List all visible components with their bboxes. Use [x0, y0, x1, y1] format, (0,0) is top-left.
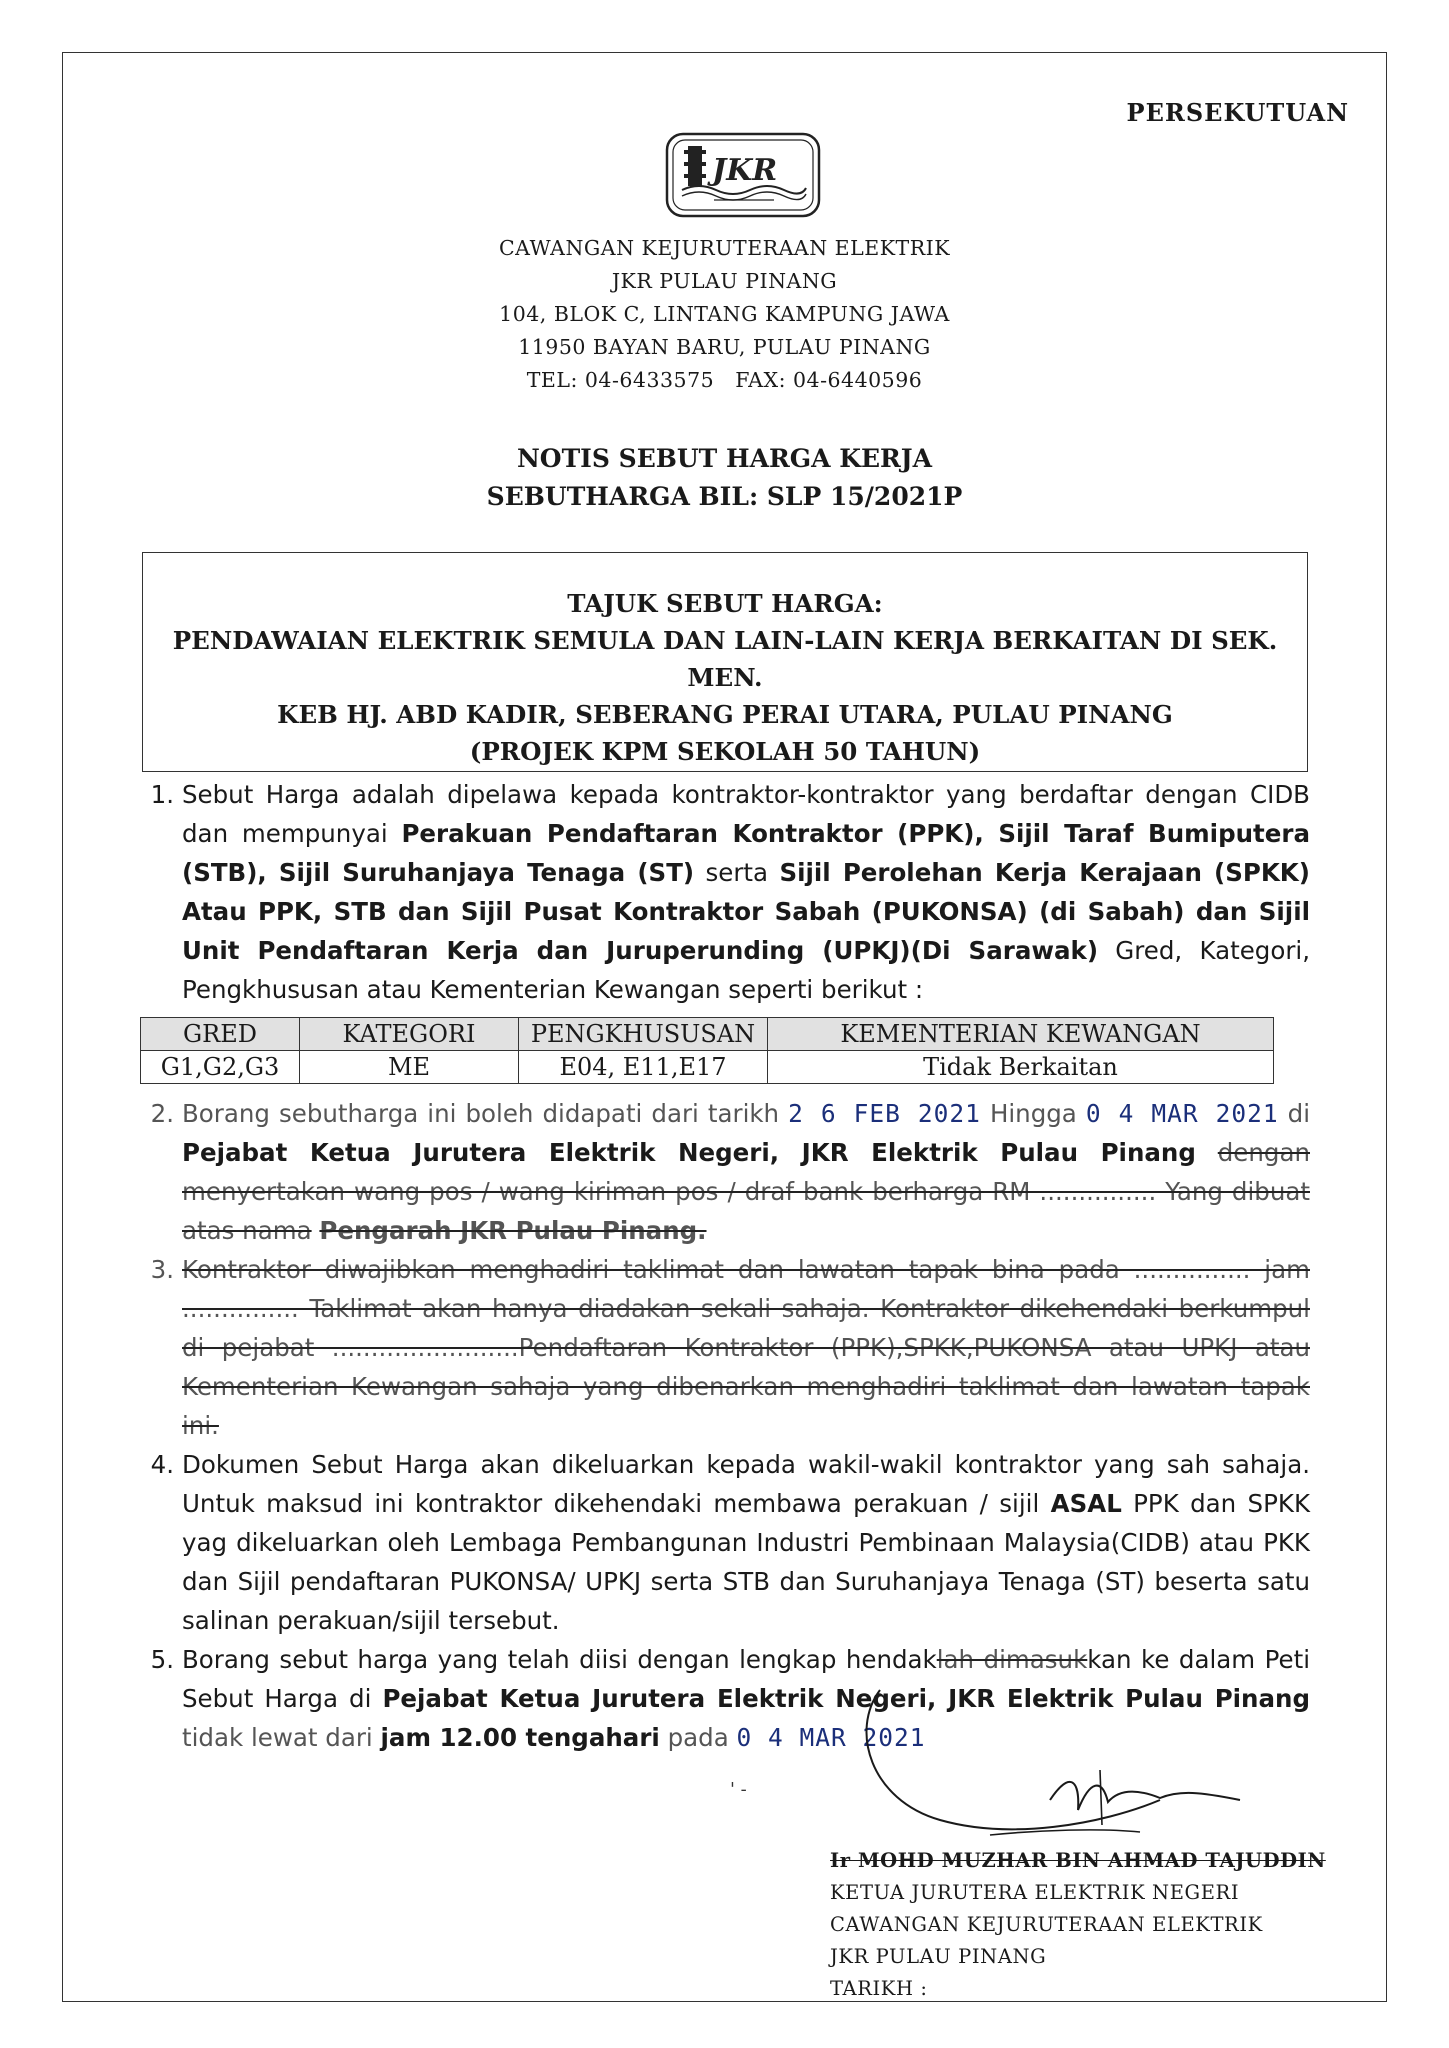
date-stamp: 2 6 FEB 2021 — [788, 1099, 981, 1128]
table-cell: G1,G2,G3 — [141, 1051, 300, 1084]
jkr-logo — [664, 130, 822, 220]
subject-line: KEB HJ. ABD KADIR, SEBERANG PERAI UTARA, PULAU PINANG — [277, 700, 1173, 729]
item-2 — [140, 1094, 1310, 1250]
item-3 — [140, 1250, 1310, 1445]
letterhead-line: TEL: 04-6433575 FAX: 04-6440596 — [526, 368, 923, 392]
signatory-name: Ir MOHD MUZHAR BIN AHMAD TAJUDDIN — [830, 1849, 1326, 1872]
subject-line: PENDAWAIAN ELEKTRIK SEMULA DAN LAIN-LAIN KERJA BERKAITAN DI SEK. MEN. — [172, 626, 1278, 692]
signatory-department: CAWANGAN KEJURUTERAAN ELEKTRIK — [830, 1913, 1263, 1936]
item-bold-text: Pejabat Ketua Jurutera Elektrik Negeri, JKR Elektrik Pulau Pinang — [382, 1684, 1310, 1713]
table-cell: ME — [300, 1051, 519, 1084]
signatory-title: KETUA JURUTERA ELEKTRIK NEGERI — [830, 1881, 1240, 1904]
letterhead — [0, 232, 1449, 397]
letterhead-line: 11950 BAYAN BARU, PULAU PINANG — [518, 335, 931, 359]
item-text: tidak lewat dari — [182, 1723, 381, 1752]
column-header: KEMENTERIAN KEWANGAN — [768, 1018, 1274, 1051]
column-header: KATEGORI — [300, 1018, 519, 1051]
date-stamp: 0 4 MAR 2021 — [736, 1723, 926, 1752]
letterhead-line: JKR PULAU PINANG — [611, 269, 838, 293]
date-label: TARIKH : — [830, 1977, 928, 2000]
item-bold-text: Pejabat Ketua Jurutera Elektrik Negeri, JKR Elektrik Pulau Pinang — [182, 1138, 1196, 1167]
item-1 — [140, 775, 1310, 1009]
table-cell: E04, E11,E17 — [519, 1051, 768, 1084]
item-text: pada — [659, 1723, 729, 1752]
struck-text: Pengarah JKR Pulau Pinang. — [319, 1216, 707, 1245]
logo-text: JKR — [712, 153, 778, 188]
notice-reference: SEBUTHARGA BIL: SLP 15/2021P — [486, 482, 963, 511]
signature-block — [830, 1845, 1326, 2005]
requirements-table — [140, 1017, 1274, 1084]
notice-heading — [0, 440, 1449, 516]
item-text: di — [1287, 1099, 1311, 1128]
notice-title: NOTIS SEBUT HARGA KERJA — [516, 444, 933, 473]
item-text: Borang sebut harga yang telah diisi dengan lengkap hendak — [182, 1645, 937, 1674]
item-text: serta — [694, 858, 780, 887]
struck-text: Kontraktor diwajibkan menghadiri taklimat dan lawatan tapak bina pada ............... jam ............... Taklimat akan hanya diadakan sekali sahaja. Kontraktor dikehendaki berkumpul di pejabat ........................Pendaftaran Kontraktor (PPK),SPKK,PUKONSA atau UPKJ atau Kementerian Kewangan sahaja yang dibenarkan menghadiri taklimat dan lawatan tapak ini. — [182, 1255, 1310, 1440]
item-text: Sebut Harga adalah dipelawa kepada kontraktor-kontraktor yang berdaftar dengan CIDB dan mempunyai — [182, 780, 1310, 848]
handwritten-signature — [840, 1650, 1250, 1860]
item-text: kan ke dalam Peti Sebut Harga di — [182, 1645, 1311, 1713]
struck-text: dengan menyertakan wang pos / wang kiriman pos / draf bank berharga RM ............... Yang dibuat atas nama — [182, 1138, 1310, 1245]
item-bold-text: Perakuan Pendaftaran Kontraktor (PPK), Sijil Taraf Bumiputera (STB), Sijil Suruhanjaya Tenaga (ST) — [182, 819, 1311, 887]
subject-box — [142, 552, 1308, 772]
letterhead-line: CAWANGAN KEJURUTERAAN ELEKTRIK — [498, 236, 951, 260]
date-stamp: 0 4 MAR 2021 — [1085, 1099, 1279, 1128]
item-text: PPK dan SPKK yag dikeluarkan oleh Lembaga Pembangunan Industri Pembinaan Malaysia(CIDB) atau PKK dan Sijil pendaftaran PUKONSA/ UPKJ serta STB dan Suruhanjaya Tenaga (ST) beserta satu salinan perakuan/sijil tersebut. — [182, 1489, 1311, 1635]
struck-text: lah dimasuk — [936, 1645, 1088, 1674]
subject-line: (PROJEK KPM SEKOLAH 50 TAHUN) — [469, 737, 981, 766]
item-number: 3. — [150, 1255, 174, 1284]
item-text: Gred, Kategori, Pengkhususan atau Kementerian Kewangan seperti berikut : — [182, 936, 1310, 1004]
table-cell: Tidak Berkaitan — [768, 1051, 1274, 1084]
item-text: Borang sebutharga ini boleh didapati dari tarikh — [182, 1099, 780, 1128]
item-text: Dokumen Sebut Harga akan dikeluarkan kepada wakil-wakil kontraktor yang sah sahaja. Untuk maksud ini kontraktor dikehendaki membawa perakuan / sijil — [182, 1450, 1310, 1518]
notice-items — [140, 775, 1310, 1757]
item-number: 5. — [150, 1645, 174, 1674]
item-number: 2. — [150, 1099, 174, 1128]
column-header: PENGKHUSUSAN — [519, 1018, 768, 1051]
item-4 — [140, 1445, 1310, 1640]
table-row — [141, 1051, 1274, 1084]
column-header: GRED — [141, 1018, 300, 1051]
item-text: Hingga — [989, 1099, 1077, 1128]
signatory-office: JKR PULAU PINANG — [830, 1945, 1047, 1968]
item-number: 4. — [150, 1450, 174, 1479]
subject-heading: TAJUK SEBUT HARGA: — [567, 589, 883, 618]
item-bold-text: jam 12.00 tengahari — [380, 1723, 660, 1752]
letterhead-line: 104, BLOK C, LINTANG KAMPUNG JAWA — [499, 302, 950, 326]
item-bold-text: ASAL — [1050, 1489, 1122, 1518]
table-header-row — [141, 1018, 1274, 1051]
classification-label: PERSEKUTUAN — [1126, 98, 1349, 127]
item-number: 1. — [150, 780, 174, 809]
stray-mark: ' - — [730, 1779, 747, 1800]
item-bold-text: Sijil Perolehan Kerja Kerajaan (SPKK) Atau PPK, STB dan Sijil Pusat Kontraktor Sabah (PUKONSA) (di Sabah) dan Sijil Unit Pendaftaran Kerja dan Juruperunding (UPKJ)(Di Sarawak) — [182, 858, 1310, 965]
